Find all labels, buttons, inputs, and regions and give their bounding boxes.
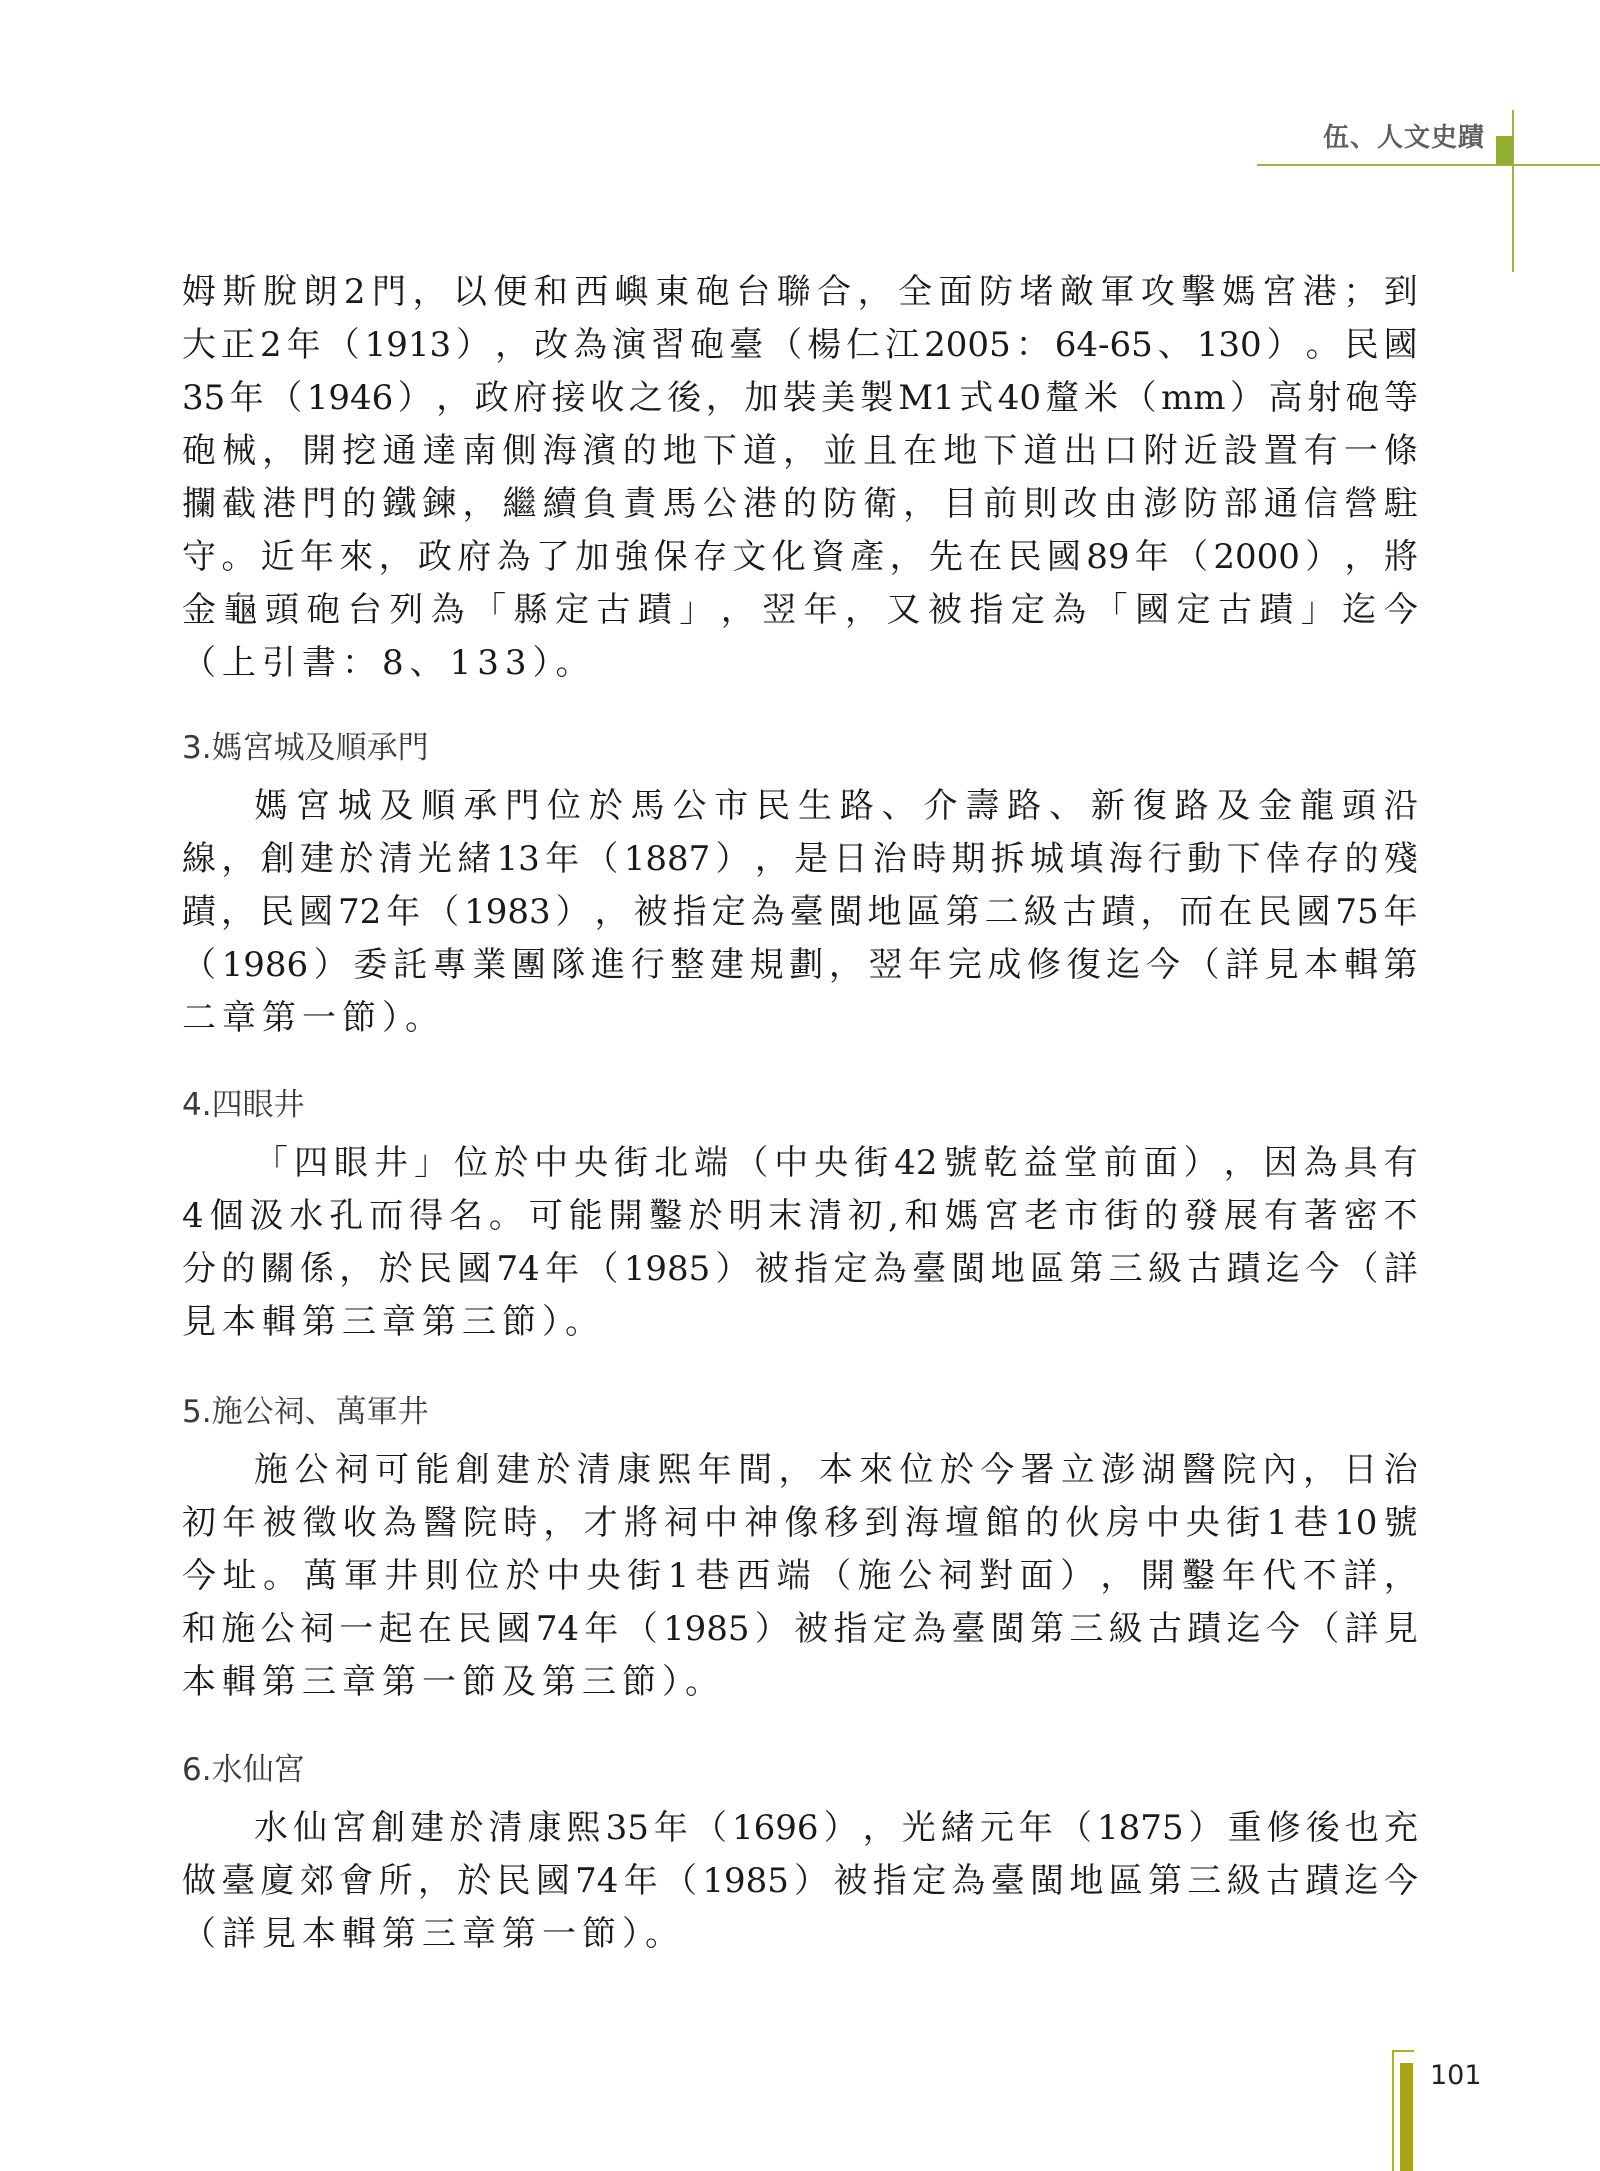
section-heading: 3.媽宮城及順承門 — [182, 730, 429, 766]
page-number-rule-horizontal — [1392, 2050, 1414, 2052]
section-heading: 4.四眼井 — [182, 1087, 305, 1123]
page-number: 101 — [1430, 2060, 1482, 2091]
text-line: 大 正 2 年 （ 1913 ） ， 改 為 演 習 砲 臺 （ 楊 仁 江 2005 ： 64-65 、 130 ） 。 民 國 — [182, 325, 1418, 365]
text-line: 分 的 關 係 ， 於 民 國 74 年 （ 1985 ） 被 指 定 為 臺 閩 地 區 第 三 級 古 蹟 迄 今 （ 詳 — [182, 1249, 1418, 1289]
text-line: 二章第一節）。 — [182, 998, 445, 1038]
text-line: 蹟 ， 民 國 72 年 （ 1983 ） ， 被 指 定 為 臺 閩 地 區 第 二 級 古 蹟 ， 而 在 民 國 75 年 — [182, 892, 1418, 932]
page-number-accent-bar — [1400, 2063, 1413, 2171]
header-rule-horizontal — [1257, 164, 1600, 166]
text-line: 守 。 近 年 來 ， 政 府 為 了 加 強 保 存 文 化 資 產 ， 先 在 民 國 89 年 （ 2000 ） ， 將 — [182, 537, 1418, 577]
text-line: 今 址 。 萬 軍 井 則 位 於 中 央 街 1 巷 西 端 （ 施 公 祠 對 面 ） ， 開 鑿 年 代 不 詳 ， — [182, 1556, 1418, 1596]
text-line: 「 四 眼 井 」 位 於 中 央 街 北 端 （ 中 央 街 42 號 乾 益 堂 前 面 ） ， 因 為 具 有 — [254, 1143, 1418, 1183]
text-line: 初 年 被 徵 收 為 醫 院 時 ， 才 將 祠 中 神 像 移 到 海 壇 館 的 伙 房 中 央 街 1 巷 10 號 — [182, 1503, 1418, 1543]
text-line: 砲 械 ， 開 挖 通 達 南 側 海 濱 的 地 下 道 ， 並 且 在 地 下 道 出 口 附 近 設 置 有 一 條 — [182, 431, 1418, 471]
text-line: 本輯第三章第一節及第三節）。 — [182, 1662, 725, 1702]
text-line: （上引書：8、133）。 — [182, 643, 596, 683]
text-line: 4 個 汲 水 孔 而 得 名 。 可 能 開 鑿 於 明 末 清 初 , 和 媽 宮 老 市 街 的 發 展 有 著 密 不 — [182, 1196, 1418, 1236]
section-heading: 5.施公祠、萬軍井 — [182, 1394, 429, 1430]
text-line: 金 龜 頭 砲 台 列 為 「 縣 定 古 蹟 」 ， 翌 年 ， 又 被 指 定 為 「 國 定 古 蹟 」 迄 今 — [182, 590, 1418, 630]
text-line: 水 仙 宮 創 建 於 清 康 熙 35 年 （ 1696 ） ， 光 緒 元 年 （ 1875 ） 重 修 後 也 充 — [254, 1808, 1418, 1848]
header-accent-block — [1496, 136, 1513, 165]
text-line: （ 1986 ） 委 託 專 業 團 隊 進 行 整 建 規 劃 ， 翌 年 完 成 修 復 迄 今 （ 詳 見 本 輯 第 — [182, 945, 1418, 985]
text-line: 線 ， 創 建 於 清 光 緒 13 年 （ 1887 ） ， 是 日 治 時 期 拆 城 填 海 行 動 下 倖 存 的 殘 — [182, 839, 1418, 879]
text-line: 和 施 公 祠 一 起 在 民 國 74 年 （ 1985 ） 被 指 定 為 臺 閩 第 三 級 古 蹟 迄 今 （ 詳 見 — [182, 1609, 1418, 1649]
text-line: 攔 截 港 門 的 鐵 鍊 ， 繼 續 負 責 馬 公 港 的 防 衛 ， 目 前 則 改 由 澎 防 部 通 信 營 駐 — [182, 484, 1418, 524]
text-line: 35 年 （ 1946 ） ， 政 府 接 收 之 後 ， 加 裝 美 製 M1 式 40 釐 米 （ mm ） 高 射 砲 等 — [182, 378, 1418, 418]
header-rule-vertical — [1512, 110, 1514, 272]
text-line: 施 公 祠 可 能 創 建 於 清 康 熙 年 間 ， 本 來 位 於 今 署 立 澎 湖 醫 院 內 ， 日 治 — [254, 1450, 1418, 1490]
text-line: 姆 斯 脫 朗 2 門 ， 以 便 和 西 嶼 東 砲 台 聯 合 ， 全 面 防 堵 敵 軍 攻 擊 媽 宮 港 ； 到 — [182, 272, 1418, 312]
page-number-rule-vertical — [1392, 2050, 1394, 2171]
chapter-running-title: 伍、人文史蹟 — [1322, 123, 1485, 153]
text-line: 見本輯第三章第三節）。 — [182, 1302, 605, 1342]
text-line: 媽 宮 城 及 順 承 門 位 於 馬 公 市 民 生 路 、 介 壽 路 、 新 復 路 及 金 龍 頭 沿 — [254, 786, 1418, 826]
text-line: 做 臺 廈 郊 會 所 ， 於 民 國 74 年 （ 1985 ） 被 指 定 為 臺 閩 地 區 第 三 級 古 蹟 迄 今 — [182, 1861, 1418, 1901]
text-line: （詳見本輯第三章第一節）。 — [182, 1914, 685, 1954]
section-heading: 6.水仙宮 — [182, 1752, 305, 1788]
